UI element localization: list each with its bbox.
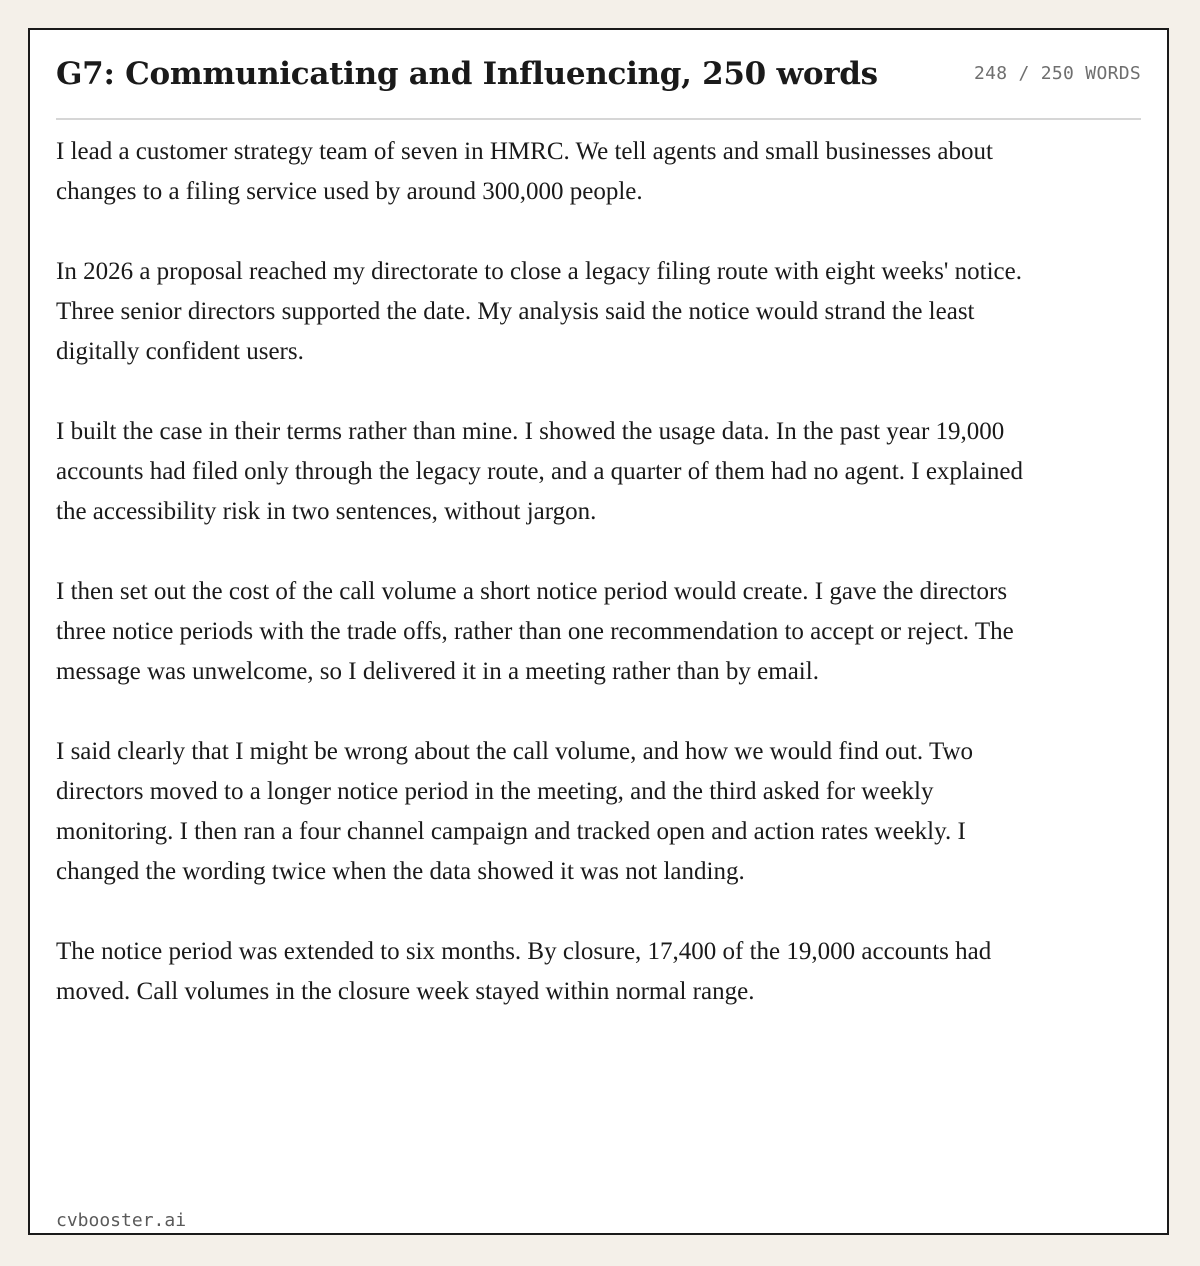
- paragraph-situation: In 2026 a proposal reached my directorate to close a legacy filing route with eight weeks' notice. Three senior directors supported the date. My analysis said the notice would strand the least digitally confident users.: [56, 258, 1022, 365]
- page-title: G7: Communicating and Influencing, 250 words: [56, 56, 878, 92]
- word-count-badge: 248 / 250 WORDS: [973, 63, 1141, 84]
- paragraph-intro: I lead a customer strategy team of seven in HMRC. We tell agents and small businesses about changes to a filing service used by around 300,000 people.: [56, 138, 993, 205]
- paragraph-options: I then set out the cost of the call volume a short notice period would create. I gave the directors three notice periods with the trade offs, rather than one recommendation to accept or reject. The message was unwelcome, so I delivered it in a meeting rather than by email.: [56, 578, 1014, 685]
- statement-body: [56, 132, 1036, 1012]
- statement-card: [28, 28, 1169, 1235]
- brand-watermark: cvbooster.ai: [56, 1210, 187, 1231]
- paragraph-actions: I said clearly that I might be wrong about the call volume, and how we would find out. Two directors moved to a longer notice period in the meeting, and the third asked for weekly monitoring. I then ran a four channel campaign and tracked open and action rates weekly. I changed the wording twice when the data showed it was not landing.: [56, 738, 974, 885]
- paragraph-result: The notice period was extended to six months. By closure, 17,400 of the 19,000 accounts had moved. Call volumes in the closure week stayed within normal range.: [56, 938, 992, 1005]
- card-header: [56, 50, 1141, 120]
- paragraph-case: I built the case in their terms rather than mine. I showed the usage data. In the past year 19,000 accounts had filed only through the legacy route, and a quarter of them had no agent. I explained the accessibility risk in two sentences, without jargon.: [56, 418, 1024, 525]
